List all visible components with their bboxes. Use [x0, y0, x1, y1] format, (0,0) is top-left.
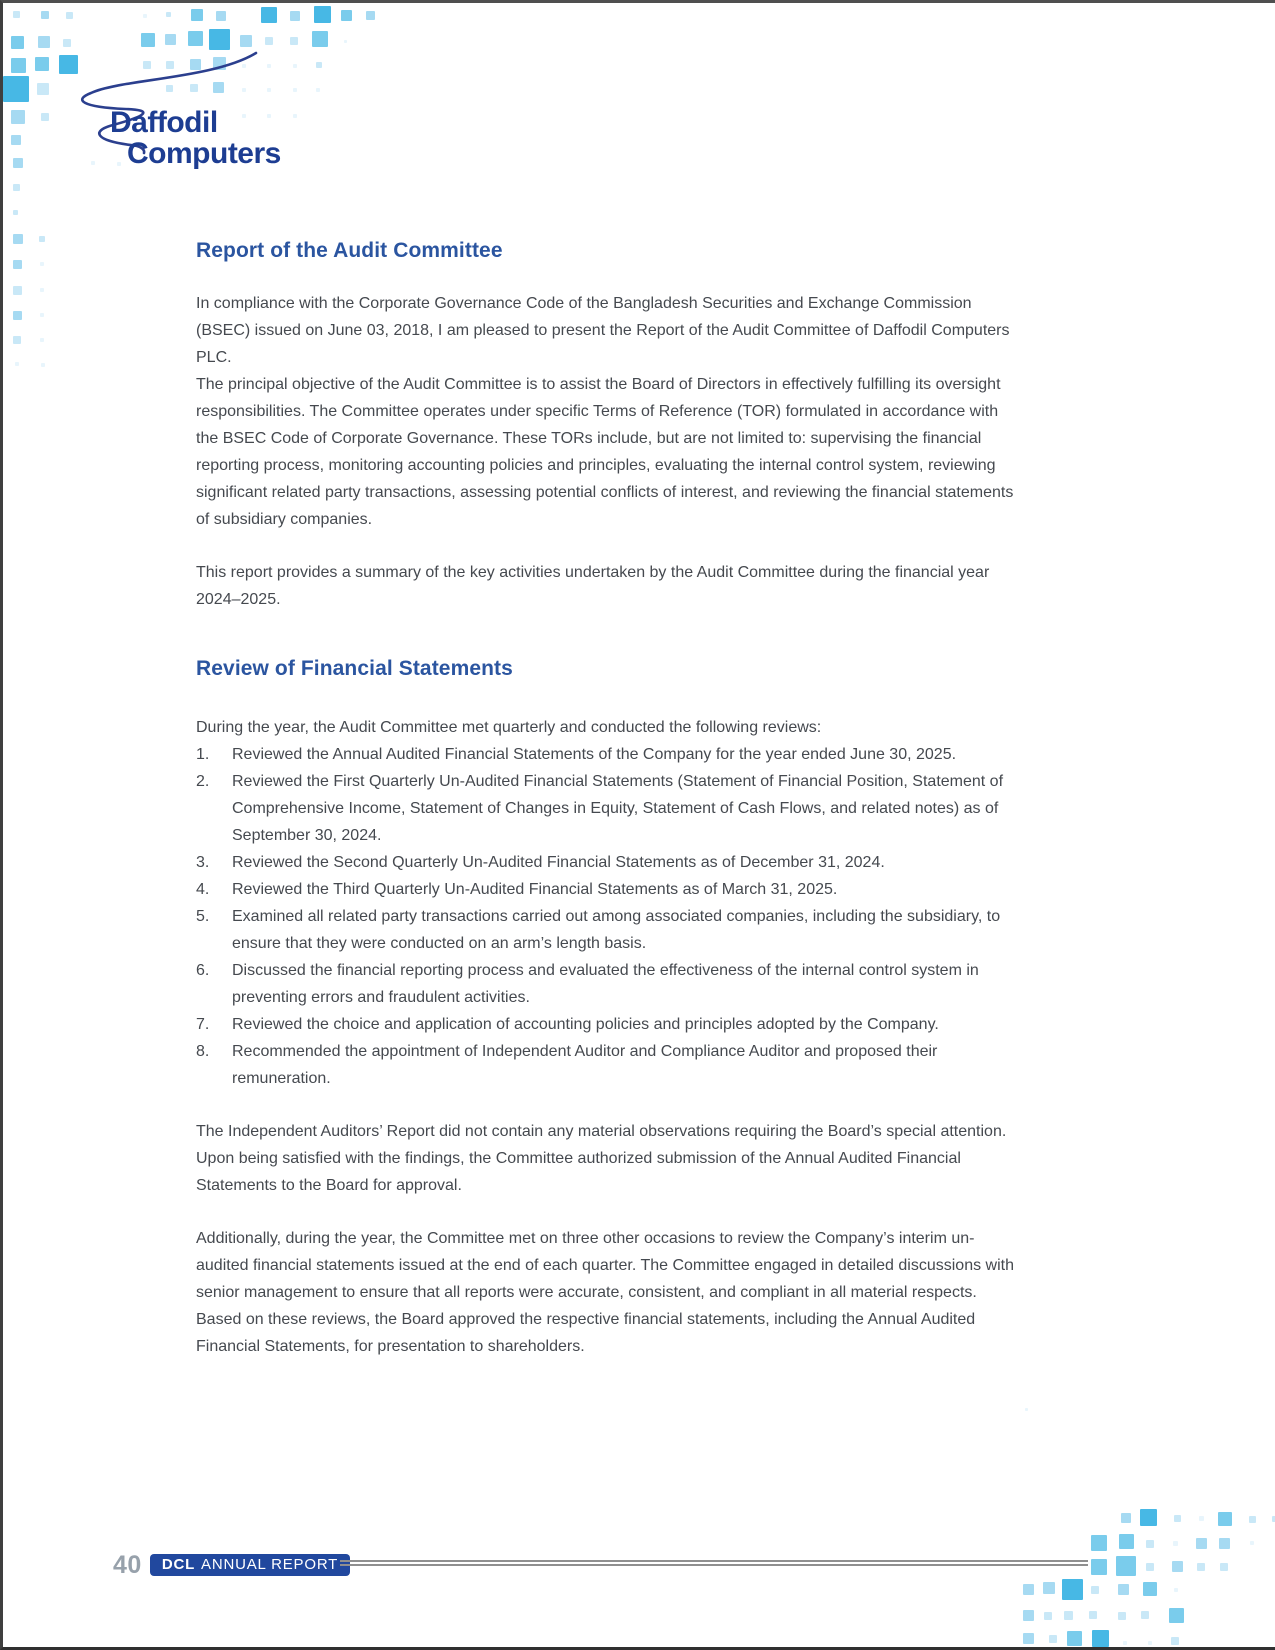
pixel-square	[242, 64, 246, 68]
list-item-number: 4.	[196, 881, 210, 898]
pixel-square	[209, 29, 230, 50]
pixel-square	[1250, 1541, 1254, 1545]
pixel-square	[13, 260, 22, 269]
paragraph-report-summary: This report provides a summary of the key activities undertaken by the Audit Committee during the financial year 2024–2025.	[196, 564, 990, 608]
list-item	[196, 741, 1024, 768]
pixel-square	[13, 158, 23, 168]
pixel-square	[213, 57, 226, 70]
list-item-text: Examined all related party transactions carried out among associated companies, including the subsidiary, to ensure that they were conducted on an arm’s length basis.	[232, 908, 1001, 952]
pixel-square	[143, 14, 147, 18]
pixel-square	[63, 39, 71, 47]
pixel-square	[216, 11, 226, 21]
pixel-square	[13, 11, 20, 18]
pixel-square	[1220, 1563, 1228, 1571]
pixel-square	[40, 262, 44, 266]
pixel-square	[1023, 1633, 1034, 1644]
pixel-square	[1197, 1563, 1205, 1571]
pixel-square	[13, 286, 22, 295]
pixel-square	[1044, 1612, 1052, 1620]
pixel-square	[166, 12, 171, 17]
pixel-square	[1148, 1641, 1152, 1645]
pixel-square	[290, 11, 300, 21]
pixel-square	[267, 88, 271, 92]
pixel-square	[40, 313, 44, 317]
pixel-square	[37, 83, 49, 95]
pixel-square	[1067, 1631, 1082, 1646]
list-item-text: Reviewed the Second Quarterly Un-Audited Financial Statements as of December 31, 2024.	[232, 854, 885, 871]
pixel-square	[39, 236, 45, 242]
pixel-square	[11, 135, 21, 145]
pixel-square	[143, 61, 151, 69]
pixel-square	[41, 363, 45, 367]
pixel-square	[293, 88, 297, 92]
pixel-square	[242, 88, 246, 92]
pixel-square	[15, 362, 19, 366]
pixel-square	[1092, 1630, 1109, 1647]
list-item-number: 2.	[196, 773, 210, 790]
pixel-square	[1218, 1512, 1232, 1526]
list-item	[196, 957, 1024, 1011]
list-item-number: 3.	[196, 854, 210, 871]
pixel-square	[1199, 1516, 1204, 1521]
annual-report-badge	[150, 1554, 350, 1576]
pixel-square	[1025, 1408, 1028, 1411]
pixel-square	[261, 7, 277, 23]
list-item-text: Recommended the appointment of Independent Auditor and Compliance Auditor and proposed their remuneration.	[232, 1043, 938, 1087]
pixel-square	[13, 210, 18, 215]
heading-report-of-audit-committee: Report of the Audit Committee	[196, 239, 503, 262]
list-item	[196, 849, 1024, 876]
pixel-square	[1116, 1556, 1136, 1576]
pixel-square	[290, 37, 298, 45]
badge-annual-report: ANNUAL REPORT	[201, 1556, 339, 1573]
pixel-square	[1091, 1559, 1107, 1575]
pixel-square	[40, 338, 44, 342]
pixel-square	[267, 64, 271, 68]
pixel-square	[1143, 1582, 1157, 1596]
pixel-square	[166, 85, 173, 92]
pixel-square	[341, 10, 352, 21]
pixel-square	[316, 62, 322, 68]
paragraph-compliance: In compliance with the Corporate Governance Code of the Bangladesh Securities and Exchange Commission (BSEC) issued on June 03, 2018, I am pleased to present the Report of the Audit Committee of Daffodil Computers PLC.	[196, 295, 1010, 366]
page-number: 40	[113, 1550, 142, 1579]
pixel-square	[1118, 1584, 1129, 1595]
review-list	[196, 741, 1024, 1092]
pixel-square	[1118, 1612, 1126, 1620]
pixel-square	[1173, 1541, 1178, 1546]
list-item-number: 5.	[196, 908, 210, 925]
pixel-square	[1171, 1637, 1179, 1645]
pixel-square	[190, 59, 201, 70]
pixel-square	[166, 61, 174, 69]
page-footer	[113, 1551, 350, 1579]
pixel-square	[1249, 1516, 1256, 1523]
pixel-square	[141, 33, 155, 47]
list-item	[196, 903, 1024, 957]
pixel-square	[316, 88, 320, 92]
pixel-square	[1119, 1534, 1134, 1549]
pixel-square	[1064, 1611, 1073, 1620]
pixel-square	[1123, 1641, 1127, 1645]
pixel-square	[1121, 1513, 1131, 1523]
pixel-square	[190, 84, 198, 92]
paragraph-list-intro: During the year, the Audit Committee met quarterly and conducted the following reviews:	[196, 719, 822, 736]
list-item	[196, 768, 1024, 849]
pixel-square	[59, 55, 78, 74]
pixel-square	[11, 36, 24, 49]
pixel-square	[344, 40, 347, 43]
pixel-square	[1196, 1538, 1207, 1549]
pixel-square	[1023, 1610, 1034, 1621]
list-item-text: Discussed the financial reporting process and evaluated the effectiveness of the internal control system in preventing errors and fraudulent activities.	[232, 962, 979, 1006]
footer-rule	[340, 1560, 1088, 1566]
list-item-text: Reviewed the First Quarterly Un-Audited Financial Statements (Statement of Financial Position, Statement of Comprehensive Income, Statement of Changes in Equity, Statement of Cash Flows, and related notes) as of September 30, 2024.	[232, 773, 1004, 844]
pixel-square	[312, 31, 328, 47]
pixel-square	[1174, 1515, 1181, 1522]
list-item	[196, 876, 1024, 903]
pixel-square	[38, 36, 50, 48]
paragraph-principal-objective: The principal objective of the Audit Committee is to assist the Board of Directors in effectively fulfilling its oversight responsibilities. The Committee operates under specific Terms of Reference (TOR) formulated in accordance with the BSEC Code of Corporate Governance. These TORs include, but are not limited to: supervising the financial reporting process, monitoring accounting policies and principles, evaluating the internal control system, reviewing significant related party transactions, assessing potential conflicts of interest, and reviewing the financial statements of subsidiary companies.	[196, 376, 1014, 528]
pixel-square	[1089, 1611, 1097, 1619]
pixel-square	[1062, 1579, 1083, 1600]
pixel-square	[13, 184, 20, 191]
pixel-square	[41, 11, 49, 19]
pixel-square	[1141, 1611, 1149, 1619]
list-item-text: Reviewed the Third Quarterly Un-Audited Financial Statements as of March 31, 2025.	[232, 881, 838, 898]
pixel-square	[40, 288, 44, 292]
pixel-square	[35, 57, 49, 71]
pixel-square	[240, 35, 252, 47]
pixel-square	[188, 31, 203, 46]
list-item-text: Reviewed the choice and application of accounting policies and principles adopted by the Company.	[232, 1016, 939, 1033]
pixel-square	[1049, 1635, 1057, 1643]
pixel-square	[293, 114, 297, 118]
pixel-square	[1023, 1584, 1034, 1595]
paragraph-additionally: Additionally, during the year, the Committee met on three other occasions to review the Company’s interim un-audited financial statements issued at the end of each quarter. The Committee engaged in detailed discussions with senior management to ensure that all reports were accurate, consistent, and compliant in all material respects. Based on these reviews, the Board approved the respective financial statements, including the Annual Audited Financial Statements, for presentation to shareholders.	[196, 1230, 1014, 1355]
pixel-square	[1172, 1561, 1183, 1572]
pixel-square	[1146, 1540, 1154, 1548]
pixel-square	[41, 113, 49, 121]
pixel-square	[1169, 1608, 1184, 1623]
pixel-square	[11, 58, 26, 73]
list-item-text: Reviewed the Annual Audited Financial Statements of the Company for the year ended June 30, 2025.	[232, 746, 957, 763]
pixel-square	[3, 76, 29, 102]
pixel-square	[191, 9, 203, 21]
pixel-square	[165, 34, 176, 45]
pixel-square	[265, 37, 273, 45]
heading-review-of-financial-statements: Review of Financial Statements	[196, 657, 513, 680]
pixel-square	[1146, 1563, 1154, 1571]
pixel-square	[1091, 1535, 1107, 1551]
pixel-square	[11, 110, 25, 124]
report-body	[196, 237, 1024, 1360]
pixel-square	[1219, 1538, 1230, 1549]
logo-line2: Computers	[127, 137, 281, 170]
list-item-number: 1.	[196, 746, 210, 763]
list-item	[196, 1038, 1024, 1092]
pixel-square	[293, 64, 297, 68]
list-item	[196, 1011, 1024, 1038]
badge-dcl: DCL	[161, 1556, 196, 1573]
list-item-number: 8.	[196, 1043, 210, 1060]
pixel-square	[1043, 1582, 1055, 1594]
logo-line1: Daffodil	[110, 106, 218, 139]
pixel-square	[13, 234, 23, 244]
pixel-square	[1140, 1509, 1157, 1526]
list-item-number: 6.	[196, 962, 210, 979]
company-logo	[110, 107, 281, 169]
pixel-square	[66, 12, 73, 19]
pixel-square	[13, 336, 21, 344]
pixel-square	[366, 11, 375, 20]
pixel-square	[91, 161, 95, 165]
pixel-square	[213, 82, 224, 93]
pixel-square	[1091, 1586, 1099, 1594]
list-item-number: 7.	[196, 1016, 210, 1033]
pixel-square	[1174, 1588, 1178, 1592]
paragraph-independent-auditors: The Independent Auditors’ Report did not contain any material observations requiring the Board’s special attention. Upon being satisfied with the findings, the Committee authorized submission of the Annual Audited Financial Statements to the Board for approval.	[196, 1123, 1007, 1194]
pixel-square	[13, 311, 22, 320]
pixel-square	[314, 6, 331, 23]
